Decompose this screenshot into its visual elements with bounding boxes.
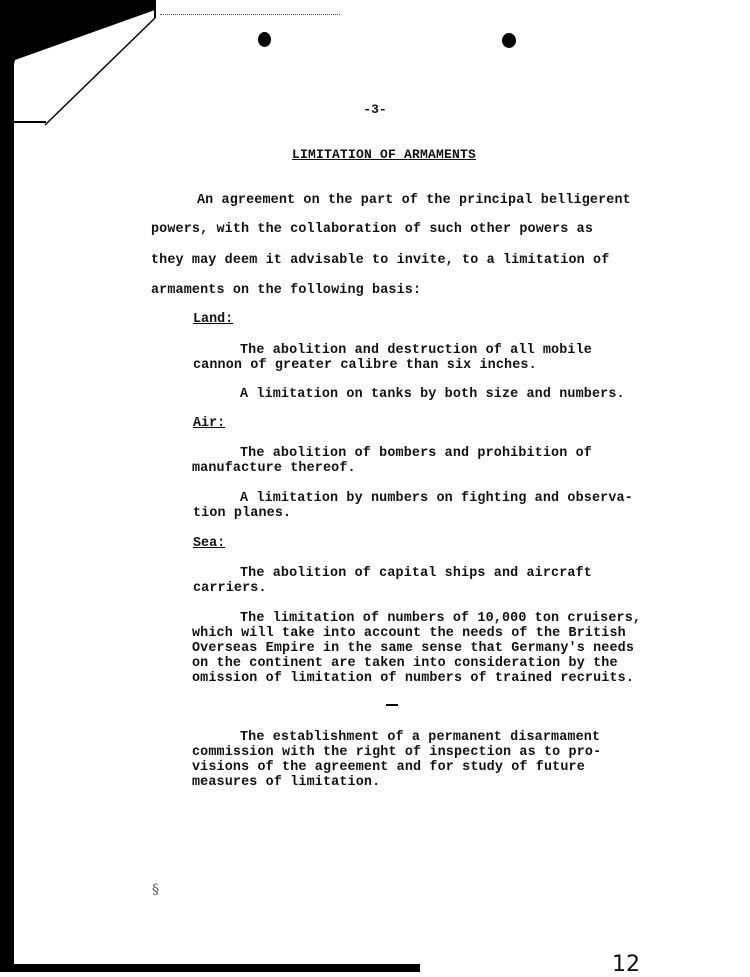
intro-line: they may deem it advisable to invite, to a limitation of — [151, 253, 610, 268]
paragraph-line: which will take into account the needs of the British — [192, 626, 626, 641]
intro-line: armaments on the following basis: — [151, 283, 422, 298]
page-number: -3- — [363, 102, 387, 117]
paragraph-line: The abolition of bombers and prohibition of — [240, 446, 592, 461]
closing-line: measures of limitation. — [192, 775, 381, 790]
stamp-mark: § — [152, 882, 159, 898]
intro-line: powers, with the collaboration of such other powers as — [151, 222, 594, 237]
section-heading-air: Air: — [193, 416, 226, 431]
punch-hole-left — [258, 32, 271, 47]
paragraph-line: The abolition of capital ships and aircraft — [240, 566, 592, 581]
paragraph-line: A limitation by numbers on fighting and observa- — [240, 491, 633, 506]
scan-top-rule — [160, 14, 340, 15]
paragraph-line: The limitation of numbers of 10,000 ton cruisers, — [240, 611, 642, 626]
document-title: LIMITATION OF ARMAMENTS — [292, 147, 477, 162]
paragraph-line: omission of limitation of numbers of trained recruits. — [192, 671, 635, 686]
paragraph-line: The abolition and destruction of all mobile — [240, 343, 592, 358]
punch-hole-right — [502, 33, 516, 48]
section-separator — [386, 704, 398, 706]
closing-line: commission with the right of inspection as to pro- — [192, 745, 602, 760]
paragraph-line: on the continent are taken into consideration by the — [192, 656, 618, 671]
paragraph-line: cannon of greater calibre than six inches. — [193, 358, 537, 373]
section-heading-land: Land: — [193, 312, 234, 327]
intro-line: An agreement on the part of the principal belligerent — [197, 193, 631, 208]
paragraph-line: Overseas Empire in the same sense that Germany's needs — [192, 641, 635, 656]
handwritten-page-mark: 12 — [612, 952, 640, 977]
paragraph-line: A limitation on tanks by both size and numbers. — [240, 387, 625, 402]
paragraph-line: manufacture thereof. — [192, 461, 356, 476]
paragraph-line: tion planes. — [193, 506, 292, 521]
closing-line: visions of the agreement and for study of future — [192, 760, 585, 775]
scan-bottom-edge — [0, 964, 420, 972]
section-heading-sea: Sea: — [193, 536, 226, 551]
closing-line: The establishment of a permanent disarmament — [240, 730, 601, 745]
scan-left-edge — [0, 0, 14, 972]
paragraph-line: carriers. — [193, 581, 267, 596]
